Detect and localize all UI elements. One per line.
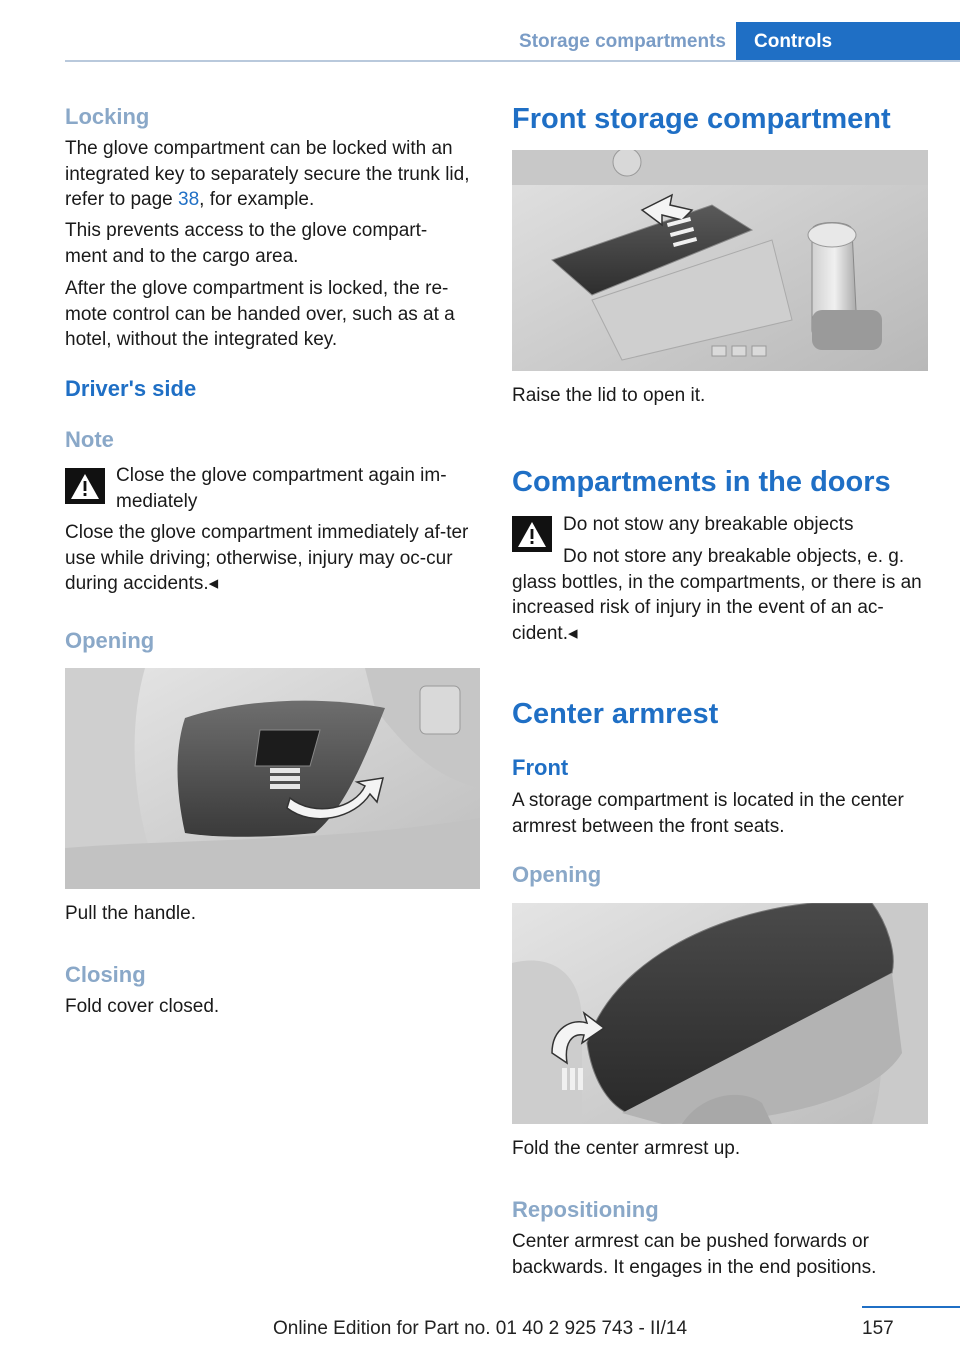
note-warning-title: Close the glove compartment again im-mediately — [116, 465, 447, 512]
armrest-opening-caption: Fold the center armrest up. — [512, 1138, 741, 1159]
center-armrest-heading: Center armrest — [512, 698, 719, 730]
glove-compartment-image — [65, 668, 480, 889]
armrest-opening-heading: Opening — [512, 862, 602, 887]
repositioning-text: Center armrest can be pushed forwards or backwards. It engages in the end positions. — [512, 1231, 877, 1278]
armrest-front-heading: Front — [512, 755, 569, 780]
armrest-front-text: A storage compartment is located in the center armrest between the front seats. — [512, 790, 904, 837]
doors-warning-body: Do not store any breakable objects, e. g. glass bottles, in the compartments, or there is an increased risk of injury in the event of an ac-cident.◂ — [512, 546, 922, 644]
locking-paragraph-1 — [65, 136, 480, 213]
front-storage-caption: Raise the lid to open it. — [512, 385, 706, 406]
repositioning-heading: Repositioning — [512, 1197, 659, 1222]
front-storage-image — [512, 150, 928, 371]
closing-text: Fold cover closed. — [65, 996, 220, 1017]
opening-heading: Opening — [65, 628, 155, 653]
front-storage-heading: Front storage compartment — [512, 103, 891, 135]
center-armrest-image — [512, 903, 928, 1124]
locking-paragraph-2: This prevents access to the glove compart-ment and to the cargo area. — [65, 220, 428, 267]
header-rule — [65, 60, 960, 62]
doors-warning-title: Do not stow any breakable objects — [563, 514, 854, 535]
opening-caption: Pull the handle. — [65, 903, 196, 924]
note-warning-body: Close the glove compartment immediately af-ter use while driving; otherwise, injury may oc-cur during accidents.◂ — [65, 522, 469, 594]
header-section-title: Storage compartments — [519, 31, 726, 52]
locking-heading: Locking — [65, 104, 150, 129]
drivers-side-heading: Driver's side — [65, 376, 197, 401]
page-link[interactable]: 38 — [178, 189, 200, 210]
warning-icon — [65, 468, 105, 504]
closing-heading: Closing — [65, 962, 146, 987]
page-number: 157 — [862, 1318, 894, 1339]
page-number-rule — [862, 1306, 960, 1308]
locking-paragraph-3: After the glove compartment is locked, the re-mote control can be handed over, such as at a hotel, without the integrated key. — [65, 278, 455, 350]
header-chapter-tab: Controls — [736, 22, 960, 62]
door-compartments-heading: Compartments in the doors — [512, 466, 891, 498]
footer-edition: Online Edition for Part no. 01 40 2 925 743 - II/14 — [272, 1318, 688, 1339]
locking-text-end: , for example. — [199, 189, 315, 210]
note-heading: Note — [65, 427, 114, 452]
locking-text: The glove compartment can be locked with an integrated key to separately secure the trunk lid, refer to page — [65, 138, 470, 210]
